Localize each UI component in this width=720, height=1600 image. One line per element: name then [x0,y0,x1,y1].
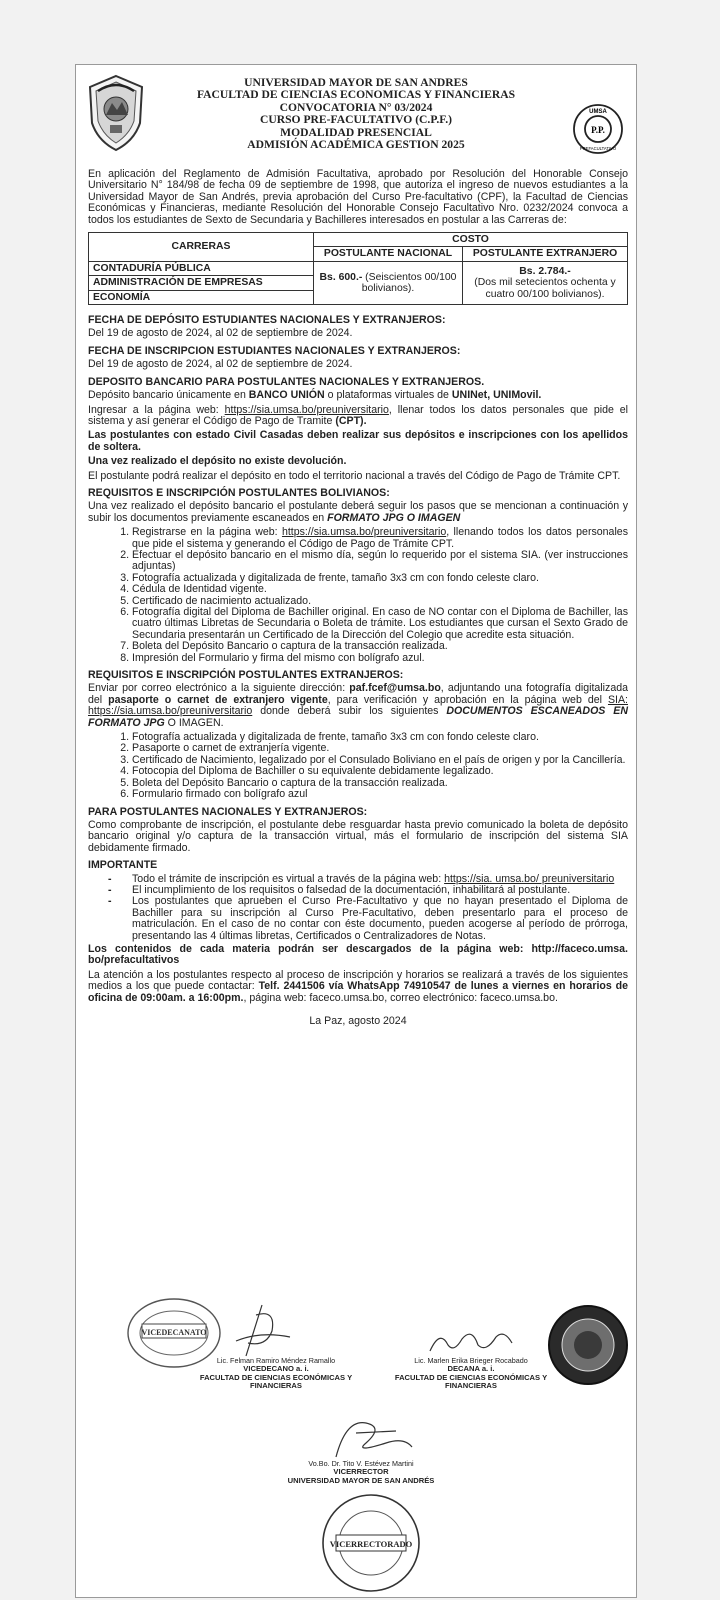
list-item: 6. Formulario firmado con bolígrafo azul [132,789,628,800]
table-cell-extranjero-cost [463,261,628,304]
table-header-carreras: CARRERAS [89,233,314,262]
header-line-modality: MODALIDAD PRESENCIAL [280,125,432,139]
sia-link[interactable]: https://sia.umsa.bo/preuniversitario [281,526,447,539]
section-title-important: IMPORTANTE [88,859,158,872]
svg-text:UMSA: UMSA [589,109,607,115]
table-cell-nacional-cost [314,261,463,304]
signature-vicerrector: Vo.Bo. Dr. Tito V. Estévez Martini VICERRECTOR UNIVERSIDAD MAYOR DE SAN ANDRÉS [287,1459,435,1485]
list-item: 1. Fotografía actualizada y digitalizada de frente, tamaño 3x3 cm con fondo celeste claro. [132,732,628,743]
foreign-requirements-intro: Enviar por correo electrónico a la siguiente dirección: paf.fcef@umsa.bo, adjuntando una fotografía digitalizada del pasaporte o carnet de extranjero vigente, para verificación y aprobación en la página web del SIA: https://sia.umsa.bo/preuniversitario donde deberá subir los siguientes DOCUMENTOS ESCANEADOS EN FORMATO JPG O IMAGEN. [88,682,628,729]
sia-link[interactable]: https://sia. umsa.bo/ preuniversitario [444,872,615,885]
prefacultativo-seal-icon [572,103,624,155]
document-header [76,65,636,169]
no-refund-note: Una vez realizado el depósito no existe devolución. [88,455,347,468]
nacional-amount-words: (Seiscientos 00/100 bolivianos). [361,271,457,294]
list-item: - El incumplimiento de los requisitos o falsedad de la documentación, inhabilitará al postulante. [132,885,628,896]
important-list [88,874,628,942]
list-item: 4. Fotocopia del Diploma de Bachiller o su equivalente debidamente legalizado. [132,766,628,777]
svg-text:P.P.: P.P. [591,125,605,135]
svg-text:PREFACULTATIVO: PREFACULTATIVO [579,146,617,151]
web-register-paragraph: Ingresar a la página web: https://sia.umsa.bo/preuniversitario, llenar todos los datos personales que pide el sistema y así generar el Código de Pago de Tramite (CPT). [88,403,628,427]
list-item: - Todo el trámite de inscripción es virtual a través de la página web: https://sia. umsa.bo/ preuniversitario [132,874,628,885]
right-signature-icon [426,1323,516,1359]
sia-link[interactable]: https://sia.umsa.bo/preuniversitario [224,403,389,416]
inscription-date-text: Del 19 de agosto de 2024, al 02 de septiembre de 2024. [88,358,353,371]
svg-text:VICERRECTORADO: VICERRECTORADO [329,1539,413,1549]
vicerrector-signature-icon [326,1413,416,1463]
list-item: 2. Pasaporte o carnet de extranjería vigente. [132,743,628,754]
foreign-requirements-list [88,732,628,800]
header-line-admission: ADMISIÓN ACADÉMICA GESTION 2025 [247,138,465,152]
deposit-date-text: Del 19 de agosto de 2024, al 02 de septiembre de 2024. [88,327,353,340]
bolivian-requirements-intro: Una vez realizado el depósito bancario el postulante deberá seguir los pasos que se mencionan a continuación y subir los documentos previamente escaneados en FORMATO JPG O IMAGEN [88,500,628,524]
document-body [88,169,628,1027]
svg-text:VICEDECANATO: VICEDECANATO [141,1328,207,1337]
list-item: 5. Boleta del Depósito Bancario o captura de la transacción realizada. [132,778,628,789]
extranjero-amount: Bs. 2.784.- [519,265,571,277]
list-item: 2. Efectuar el depósito bancario en el mismo día, según lo requerido por el sistema SIA. (ver instrucciones adjuntas) [132,550,628,573]
section-title-foreign-requirements: REQUISITOS E INSCRIPCIÓN POSTULANTES EXTRANJEROS: [88,669,404,682]
section-title-bank-deposit: DEPOSITO BANCARIO PARA POSTULANTES NACIONALES Y EXTRANJEROS. [88,375,485,388]
married-applicants-note: Las postulantes con estado Civil Casadas deben realizar sus depósitos e inscripciones con los apellidos de soltera. [88,429,628,453]
signatures-area [76,1295,636,1595]
costs-table [88,232,628,305]
table-row-carrera-contaduria: CONTADURÍA PÚBLICA [89,261,314,275]
bank-deposit-paragraph: Depósito bancario únicamente en BANCO UNIÓN o plataformas virtuales de UNINet, UNIMovil. [88,389,542,402]
left-signature-icon [226,1301,296,1361]
vicerrectorado-stamp-icon [316,1491,426,1595]
list-item: 7. Boleta del Depósito Bancario o captura de la transacción realizada. [132,641,628,652]
header-line-faculty: FACULTAD DE CIENCIAS ECONOMICAS Y FINANCIERAS [196,88,516,102]
extranjero-amount-words: (Dos mil setecientos ochenta y cuatro 00/100 bolivianos). [474,277,616,300]
section-title-deposit-date: FECHA DE DEPÓSITO ESTUDIANTES NACIONALES Y EXTRANJEROS: [88,314,446,327]
course-content-note: Los contenidos de cada materia podrán ser descargados de la página web: http://faceco.umsa. bo/prefacultativos [88,942,628,967]
list-item: - Los postulantes que aprueben el Curso Pre-Facultativo y que no hayan presentado el Diploma de Bachiller para su inscripción al Curso Pre-Facultativo, deben presentarlo para el proceso de matriculación. En el caso de no contar con éste documento, pueden acogerse al período de prórroga, presentando las 4 últimas libretas, Certificados o Centralizadores de Notas. [132,896,628,942]
signature-decana: Lic. Marlen Erika Brieger Rocabado DECANA a. i. FACULTAD DE CIENCIAS ECONÓMICAS Y FINANCIERAS [394,1356,548,1391]
list-item: 3. Fotografía actualizada y digitalizada de frente, tamaño 3x3 cm con fondo celeste claro. [132,573,628,584]
section-title-bolivian-requirements: REQUISITOS E INSCRIPCIÓN POSTULANTES BOLIVIANOS: [88,486,390,499]
all-applicants-text: Como comprobante de inscripción, el postulante debe resguardar hasta previo comunicado la boleta de depósito bancario original y/o captura de la transacción virtual, más el formulario de inscripción del sistema SIA debidamente firmado. [88,818,628,854]
table-row-carrera-economia: ECONOMÍA [89,290,314,304]
list-item: 1. Registrarse en la página web: https://sia.umsa.bo/preuniversitario, llenando todos los datos personales que pide el sistema y generando el Código de Pago de Trámite CPT. [132,527,628,550]
nacional-amount: Bs. 600.- [319,271,363,283]
header-line-course: CURSO PRE-FACULTATIVO (C.P.F.) [259,113,453,127]
sia-link[interactable]: SIA: https://sia.umsa.bo/preuniversitario [88,693,628,718]
list-item: 4. Cédula de Identidad vigente. [132,584,628,595]
contact-paragraph: La atención a los postulantes respecto al proceso de inscripción y horarios se realizará a través de los siguientes medios a los que puede contactar: Telf. 2441506 vía WhatsApp 74910547 de lunes a viernes en horarios de oficina de 09:00am. a 16:00pm., página web: faceco.umsa.bo, correo electrónico: faceco.umsa.bo. [88,968,628,1004]
document-page [75,64,637,1598]
list-item: 3. Certificado de Nacimiento, legalizado por el Consulado Boliviano en el país de origen y por la Cancillería. [132,755,628,766]
header-line-university: UNIVERSIDAD MAYOR DE SAN ANDRES [244,76,468,89]
email-link[interactable]: paf.fcef@umsa.bo [349,682,441,695]
section-title-all-applicants: PARA POSTULANTES NACIONALES Y EXTRANJEROS: [88,805,368,818]
signature-vicedecano: Lic. Felman Ramiro Méndez Ramallo VICEDECANO a. i. FACULTAD DE CIENCIAS ECONÓMICAS Y FINANCIERAS [199,1356,353,1391]
intro-paragraph: En aplicación del Reglamento de Admisión Facultativa, aprobado por Resolución del Honorable Consejo Universitario N° 184/98 de fecha 09 de septiembre de 1998, que autoriza el ingreso de nuevos estudiantes a la Universidad Mayor de San Andrés, previa aprobación del Curso Pre-facultativo (CPF), la Facultad de Ciencias Económicas y Financieras, mediante Resolución del Honorable Consejo Facultativo Nro. 0232/2024 convoca a todos los estudiantes de Sexto de Secundaria y Bachilleres interesados en postular a las Carreras de: [88,168,628,226]
university-seal-icon [84,73,148,153]
header-line-convocatoria: CONVOCATORIA N° 03/2024 [279,100,433,114]
table-header-costo: COSTO [314,233,628,247]
faculty-seal-icon [546,1303,630,1387]
place-date: La Paz, agosto 2024 [309,1015,407,1027]
table-header-extranjero: POSTULANTE EXTRANJERO [463,247,628,261]
section-title-inscription-date: FECHA DE INSCRIPCION ESTUDIANTES NACIONALES Y EXTRANJEROS: [88,344,461,357]
national-territory-note: El postulante podrá realizar el depósito en todo el territorio nacional a través del Código de Pago de Trámite CPT. [88,469,621,482]
table-header-nacional: POSTULANTE NACIONAL [314,247,463,261]
bolivian-requirements-list [88,527,628,664]
table-row-carrera-administracion: ADMINISTRACIÓN DE EMPRESAS [89,276,314,290]
list-item: 6. Fotografía digital del Diploma de Bachiller original. En caso de NO contar con el Diploma de Bachiller, las cuatro últimas Libretas de Secundaria o Boleta de trámite. Los estudiantes que cursan el Sexto Grado de Secundaria presentarán un Certificado de la Dirección del Colegio que acredite esta situación. [132,607,628,641]
header-titles [156,77,556,151]
list-item: 5. Certificado de nacimiento actualizado. [132,596,628,607]
list-item: 8. Impresión del Formulario y firma del mismo con bolígrafo azul. [132,653,628,664]
